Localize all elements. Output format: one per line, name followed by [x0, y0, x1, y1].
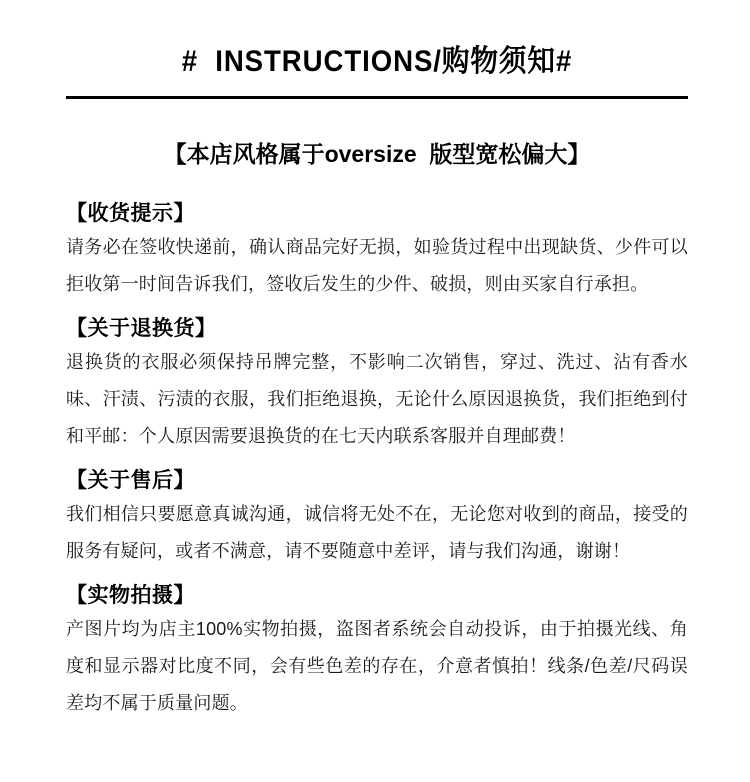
store-style-note: 【本店风格属于oversize 版型宽松偏大】	[163, 141, 591, 167]
section-return-exchange	[66, 316, 688, 455]
section-body: 请务必在签收快递前，确认商品完好无损，如验货过程中出现缺货、少件可以拒收第一时间告诉我们，签收后发生的少件、破损，则由买家自行承担。	[66, 237, 688, 294]
section-real-photos	[66, 583, 688, 722]
section-heading: 【关于售后】	[66, 469, 195, 492]
section-body: 产图片均为店主100%实物拍摄，盗图者系统会自动投诉，由于拍摄光线、角度和显示器对比度不同，会有些色差的存在，介意者慎拍！线条/色差/尺码误差均不属于质量问题。	[66, 619, 688, 713]
section-heading: 【收货提示】	[66, 202, 195, 225]
section-after-sales	[66, 468, 688, 570]
section-body: 我们相信只要愿意真诚沟通，诚信将无处不在，无论您对收到的商品，接受的服务有疑问，或者不满意，请不要随意中差评，请与我们沟通，谢谢！	[66, 504, 688, 561]
section-heading: 【实物拍摄】	[66, 584, 195, 607]
section-heading: 【关于退换货】	[66, 317, 217, 340]
title-divider	[66, 96, 688, 99]
section-body: 退换货的衣服必须保持吊牌完整，不影响二次销售，穿过、洗过、沾有香水味、汗渍、污渍的衣服，我们拒绝退换，无论什么原因退换货，我们拒绝到付和平邮：个人原因需要退换货的在七天内联系客服并自理邮费！	[66, 352, 688, 446]
section-receiving-notice	[66, 201, 688, 303]
page-title: # INSTRUCTIONS/购物须知#	[181, 45, 573, 78]
shopping-instructions-page	[0, 45, 750, 782]
